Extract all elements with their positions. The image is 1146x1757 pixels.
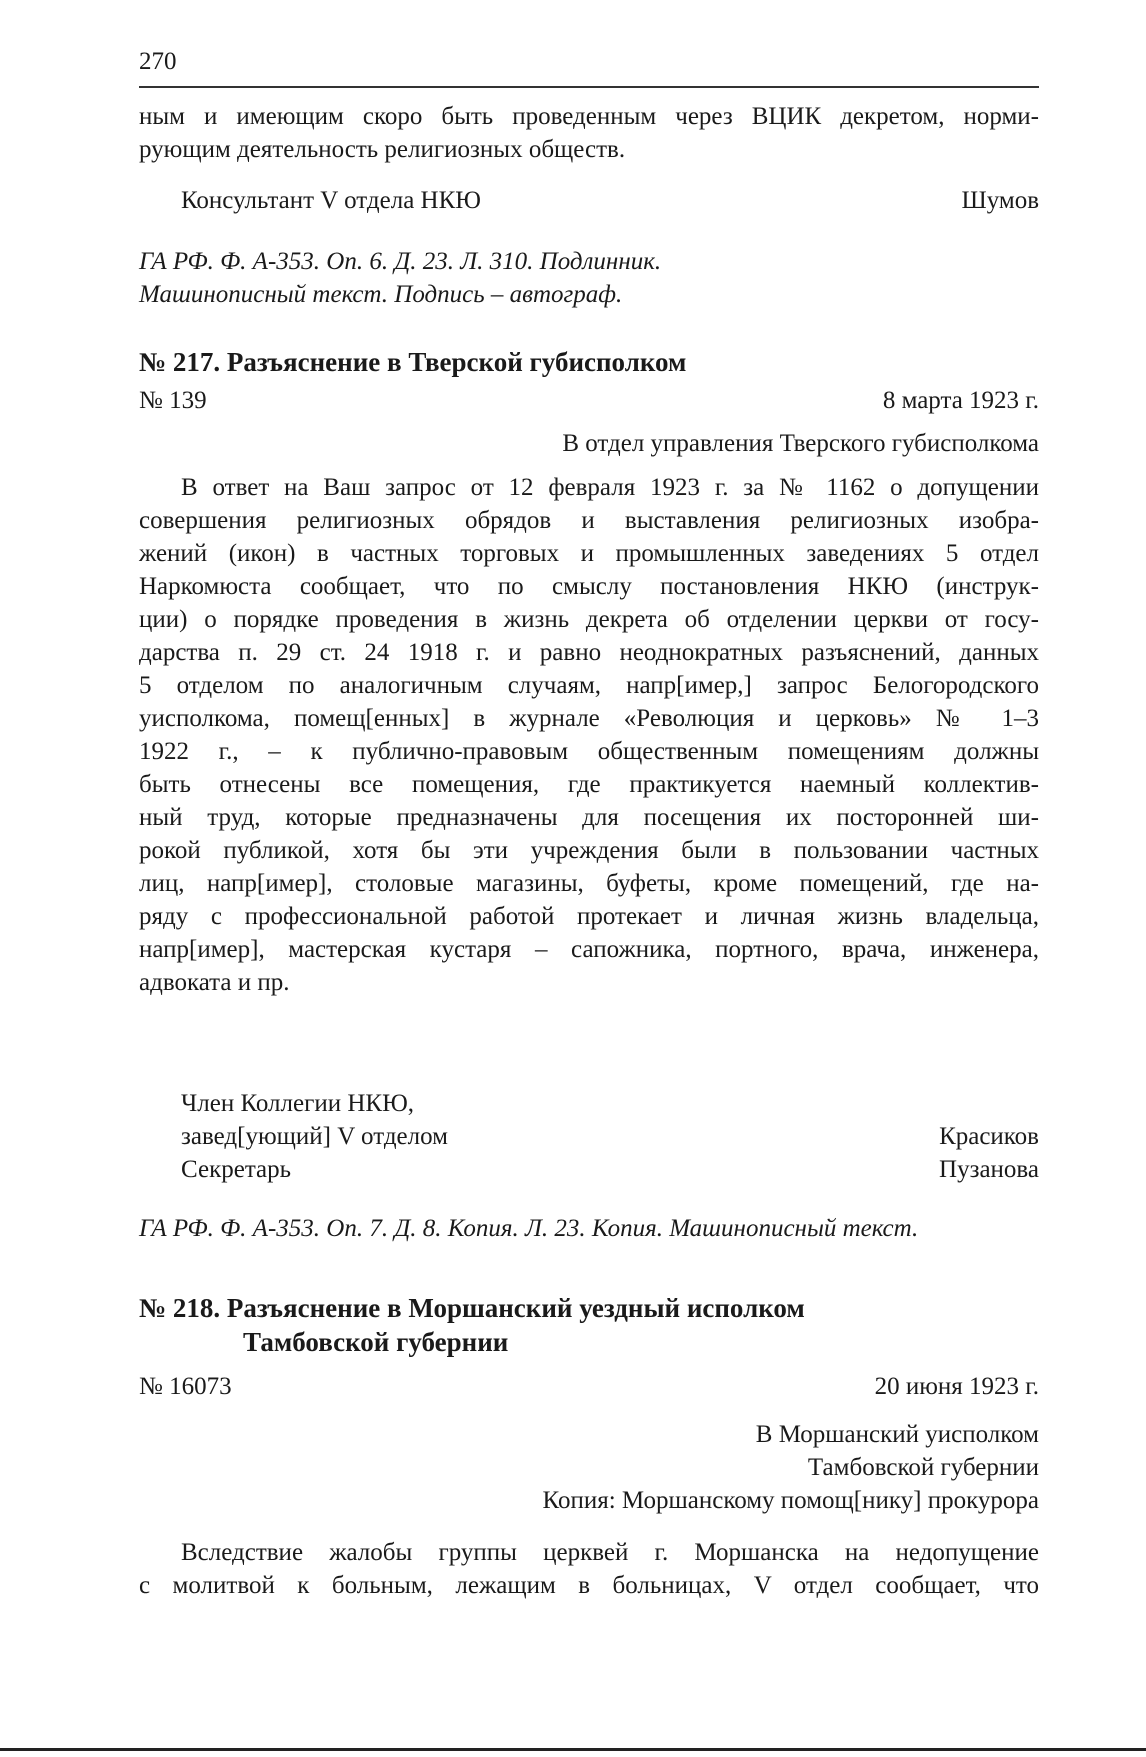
signer-name: Шумов [961, 187, 1039, 214]
body-line: совершения религиозных обрядов и выставления религиозных изобра- [139, 507, 1039, 534]
document-217-heading: № 217. Разъяснение в Тверской губисполком [139, 347, 687, 377]
previous-source-note [139, 245, 1039, 311]
body-line: уисполкома, помещ[енных] в журнале «Революция и церковь» № 1–3 [139, 705, 1039, 732]
document-217-meta [139, 384, 1039, 417]
body-line: с молитвой к больным, лежащим в больницах, V отдел сообщает, что [139, 1572, 1039, 1599]
body-line: Вследствие жалобы группы церквей г. Моршанска на недопущение [181, 1539, 1039, 1566]
heading-line: Тамбовской губернии [243, 1327, 509, 1357]
addressee-line: В Моршанский уисполком [755, 1421, 1039, 1448]
page-number: 270 [139, 48, 177, 75]
document-218-meta [139, 1370, 1039, 1403]
body-line: В ответ на Ваш запрос от 12 февраля 1923 г. за № 1162 о допущении [181, 474, 1039, 501]
addressee-line: Тамбовской губернии [807, 1454, 1039, 1481]
document-218-addressee [139, 1418, 1039, 1517]
body-line: адвоката и пр. [139, 969, 290, 996]
document-217-body [139, 471, 1039, 999]
signer-title: Член Коллегии НКЮ, [181, 1090, 415, 1117]
paragraph-line: рующим деятельность религиозных обществ. [139, 136, 626, 163]
signer-title: Секретарь [181, 1156, 292, 1183]
body-line: ный труд, которые предназначены для посещения их посторонней ши- [139, 804, 1039, 831]
signature-row [181, 1153, 1039, 1186]
document-217-signatures [139, 1087, 1039, 1186]
document-date: 20 июня 1923 г. [874, 1373, 1039, 1400]
previous-signature [139, 184, 1039, 217]
source-line: Машинописный текст. Подпись – автограф. [139, 281, 623, 308]
signer-title: Консультант V отдела НКЮ [181, 187, 481, 214]
document-218-body [139, 1536, 1039, 1602]
body-line: дарства п. 29 ст. 24 1918 г. и равно неоднократных разъяснений, данных [139, 639, 1039, 666]
addressee-line: Копия: Моршанскому помощ[нику] прокурора [542, 1487, 1039, 1514]
signer-name: Красиков [939, 1123, 1039, 1150]
source-line: ГА РФ. Ф. А-353. Оп. 6. Д. 23. Л. 310. Подлинник. [139, 248, 662, 275]
body-line: Наркомюста сообщает, что по смыслу постановления НКЮ (инструк- [139, 573, 1039, 600]
body-line: ции) о порядке проведения в жизнь декрета об отделении церкви от госу- [139, 606, 1039, 633]
body-line: лиц, напр[имер], столовые магазины, буфеты, кроме помещений, где на- [139, 870, 1039, 897]
previous-document-text [139, 100, 1039, 166]
body-line: жений (икон) в частных торговых и промышленных заведениях 5 отдел [139, 540, 1039, 567]
document-number: № 16073 [139, 1373, 232, 1400]
body-line: 5 отделом по аналогичным случаям, напр[имер,] запрос Белогородского [139, 672, 1039, 699]
header-rule [139, 86, 1039, 88]
document-217-addressee: В отдел управления Тверского губисполкома [562, 430, 1039, 457]
document-date: 8 марта 1923 г. [882, 387, 1039, 414]
bottom-border [0, 1748, 1146, 1751]
body-line: быть отнесены все помещения, где практикуется наемный коллектив- [139, 771, 1039, 798]
body-line: напр[имер], мастерская кустаря – сапожника, портного, врача, инженера, [139, 936, 1039, 963]
paragraph-line: ным и имеющим скоро быть проведенным через ВЦИК декретом, норми- [139, 103, 1039, 130]
body-line: ряду с профессиональной работой протекает и личная жизнь владельца, [139, 903, 1039, 930]
body-line: рокой публикой, хотя бы эти учреждения были в пользовании частных [139, 837, 1039, 864]
document-218-heading [139, 1291, 1039, 1359]
body-line: 1922 г., – к публично-правовым общественным помещениям должны [139, 738, 1039, 765]
signature-row [181, 1120, 1039, 1153]
signer-title: завед[ующий] V отделом [181, 1123, 448, 1150]
document-number: № 139 [139, 387, 207, 414]
heading-line: № 218. Разъяснение в Моршанский уездный исполком [139, 1293, 805, 1323]
document-217-source-note: ГА РФ. Ф. А-353. Оп. 7. Д. 8. Копия. Л. 23. Копия. Машинописный текст. [139, 1215, 919, 1242]
signer-name: Пузанова [939, 1156, 1039, 1183]
